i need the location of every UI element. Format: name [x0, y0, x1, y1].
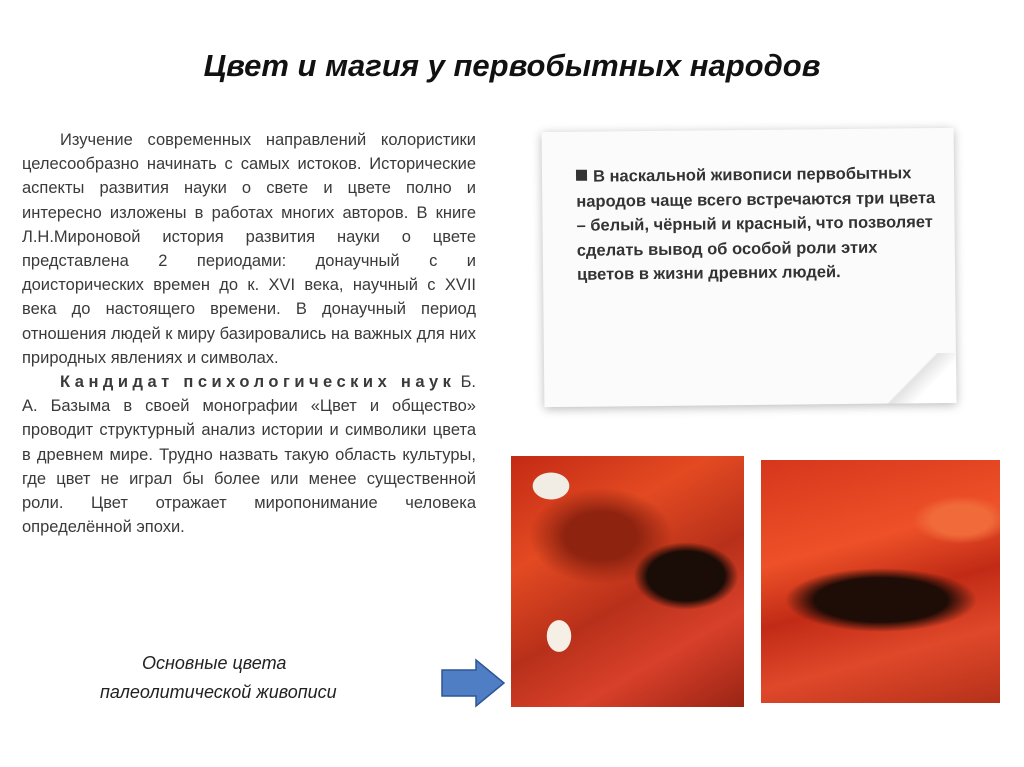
right-arrow-shape: [442, 660, 504, 706]
caption-line-2: палеолитической живописи: [100, 682, 337, 702]
note-text-block: [576, 161, 937, 287]
body-text: [22, 128, 476, 539]
cave-painting-right: [761, 460, 1000, 703]
body-paragraph-2-spaced: Кандидат психологических наук: [60, 373, 456, 392]
caption: [100, 649, 400, 707]
body-paragraph-2-rest: Б. А. Базыма в своей монографии «Цвет и общество» проводит структурный анализ истории и символики цвета в древнем мире. Трудно назвать такую область культуры, где цвет не играл бы более или менее существенной роли. Цвет отражает миропонимание человека определённой эпохи.: [22, 373, 476, 537]
slide-title: Цвет и магия у первобытных народов: [203, 48, 821, 83]
body-paragraph-1: Изучение современных направлений колористики целесообразно начинать с самых истоков. Исторические аспекты развития науки о свете и цвете полно и интересно изложены в работах многих авторов. В книге Л.Н.Мироновой история развития науки о цвете представлена 2 периодами: донаучный с и доисторических времен до к. XVI века, научный с XVII века до настоящего времени. В донаучный период отношения людей к миру базировались на важных для них природных явлениях и символах.: [22, 131, 476, 367]
note-card: [542, 128, 957, 407]
note-text: В наскальной живописи первобытных народов чаще всего встречаются три цвета – белый, чёрный и красный, что позволяет сделать вывод об особой роли этих цветов в жизни древних людей.: [576, 164, 936, 284]
body-paragraph-2: [22, 370, 476, 539]
cave-painting-left: [511, 456, 744, 707]
right-arrow-icon: [440, 658, 506, 708]
caption-line-1: Основные цвета: [142, 653, 287, 673]
square-bullet-icon: [576, 170, 587, 181]
